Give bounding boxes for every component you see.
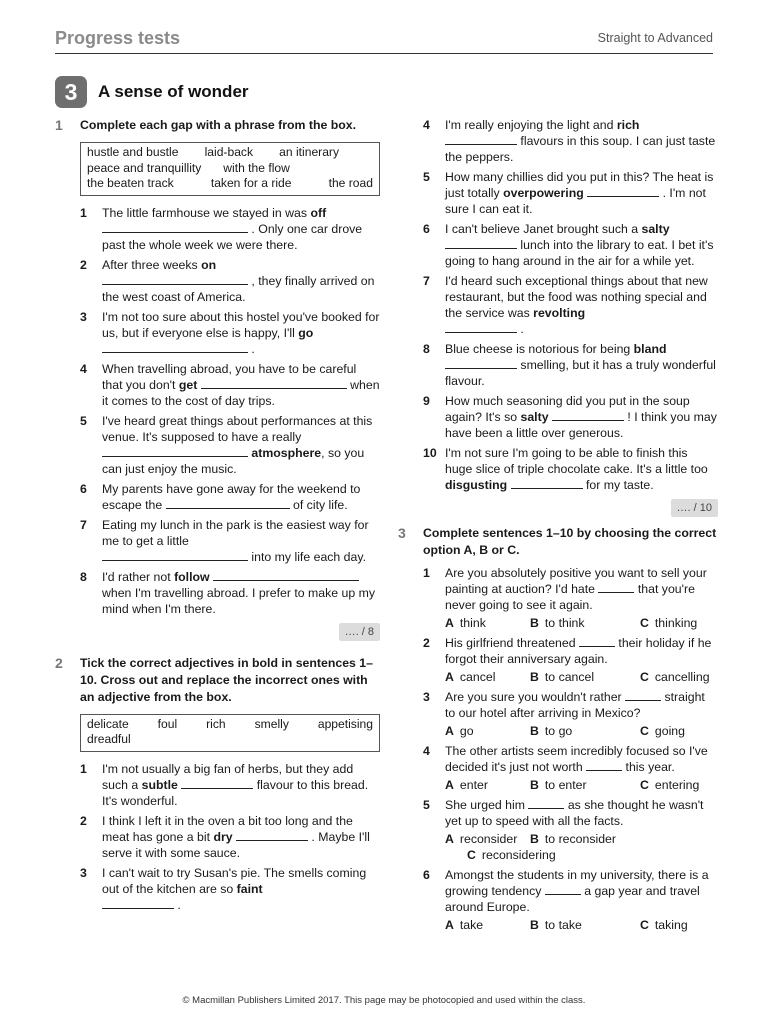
exercise-instruction: Complete each gap with a phrase from the box. <box>80 118 357 132</box>
question-number: 4 <box>80 361 87 376</box>
adjective: dreadful <box>87 732 131 746</box>
question-number: 7 <box>80 517 87 532</box>
answer-gap[interactable] <box>102 445 248 457</box>
question-text: I'd rather not follow when I'm travelling abroad. I prefer to make up my mind when I'm there. <box>102 569 376 616</box>
question-item <box>398 867 718 933</box>
phrase: taken for a ride <box>210 176 292 190</box>
option-a[interactable]: A cancel <box>445 670 496 684</box>
answer-options <box>445 917 718 933</box>
answer-gap[interactable] <box>181 777 253 789</box>
phrase-box-row <box>87 176 373 192</box>
phrase-box <box>80 142 380 196</box>
option-c[interactable]: C entering <box>640 778 700 792</box>
question-item <box>398 117 718 165</box>
phrase: hustle and bustle <box>87 145 179 159</box>
question-number: 10 <box>423 446 437 460</box>
answer-gap[interactable] <box>598 581 634 593</box>
phrase: an itinerary <box>279 145 339 159</box>
right-column <box>398 117 718 933</box>
phrase-box-row <box>87 161 373 177</box>
question-number: 1 <box>80 761 87 776</box>
answer-gap[interactable] <box>625 689 661 701</box>
answer-gap[interactable] <box>586 759 622 771</box>
exercise-3-heading <box>398 525 718 559</box>
answer-gap[interactable] <box>579 635 615 647</box>
exercise-number: 1 <box>55 117 63 133</box>
question-text: The other artists seem incredibly focused so I've decided it's just not worth this year. A enter B to enter C entering <box>445 743 718 793</box>
question-number: 8 <box>423 342 430 356</box>
exercise-number: 2 <box>55 654 63 671</box>
question-text: Eating my lunch in the park is the easiest way for me to get a little into my life each day. <box>102 517 369 564</box>
adjective: delicate <box>87 716 129 731</box>
phrase: the beaten track <box>87 176 174 190</box>
phrase-box-row <box>87 145 373 161</box>
answer-gap[interactable] <box>102 221 248 233</box>
answer-gap[interactable] <box>445 237 517 249</box>
answer-gap[interactable] <box>102 273 248 285</box>
question-item <box>55 481 380 513</box>
question-text: How much seasoning did you put in the soup again? It's so salty ! I think you may have been a little over generous. <box>445 394 717 440</box>
left-column <box>55 117 380 913</box>
answer-options <box>445 831 718 847</box>
unit-heading <box>55 76 249 108</box>
question-item <box>55 413 380 477</box>
question-item <box>398 635 718 685</box>
question-text: The little farmhouse we stayed in was off . Only one car drove past the whole week we were there. <box>102 205 363 252</box>
score-badge-1: …. / 8 <box>55 623 380 641</box>
copyright-footer: © Macmillan Publishers Limited 2017. This page may be photocopied and used within the class. <box>182 995 586 1006</box>
question-item <box>55 309 380 357</box>
option-c[interactable]: C going <box>640 724 685 738</box>
adjective: appetising <box>317 716 373 731</box>
answer-gap[interactable] <box>528 797 564 809</box>
question-text: How many chillies did you put in this? The heat is just totally overpowering . I'm not sure I can eat it. <box>445 170 714 216</box>
question-text: When travelling abroad, you have to be careful that you don't get when it comes to the cost of day trips. <box>102 361 380 408</box>
phrase: with the flow <box>223 160 290 175</box>
question-item <box>55 813 380 861</box>
question-number: 3 <box>423 690 430 704</box>
answer-gap[interactable] <box>166 497 290 509</box>
question-number: 6 <box>80 481 87 496</box>
exercise-1-heading <box>55 117 380 134</box>
option-a[interactable]: A go <box>445 724 474 738</box>
question-number: 9 <box>423 394 430 408</box>
exercise-number: 3 <box>398 525 406 541</box>
question-number: 3 <box>80 309 87 324</box>
course-title: Straight to Advanced <box>597 31 713 45</box>
question-number: 1 <box>423 566 430 580</box>
question-text: I'm not sure I'm going to be able to finish this huge slice of triple chocolate cake. It's a little too disgusting for my taste. <box>445 446 708 492</box>
adjective: rich <box>206 716 226 731</box>
question-item <box>398 341 718 389</box>
option-b[interactable]: B to take <box>530 918 582 932</box>
question-text: Blue cheese is notorious for being bland smelling, but it has a truly wonderful flavour. <box>445 342 716 388</box>
answer-gap[interactable] <box>236 829 308 841</box>
question-item <box>55 569 380 617</box>
page-header <box>55 24 713 54</box>
question-number: 6 <box>423 222 430 236</box>
score-badge-2: …. / 10 <box>398 499 718 517</box>
question-text: Are you absolutely positive you want to sell your painting at auction? I'd hate that you're never going to see it again. A think B to think C thinking <box>445 565 718 631</box>
question-item <box>398 221 718 269</box>
question-number: 8 <box>80 569 87 584</box>
option-a[interactable]: A take <box>445 918 484 932</box>
adjective-box-row <box>87 717 373 733</box>
answer-gap[interactable] <box>445 321 517 333</box>
answer-gap[interactable] <box>511 477 583 489</box>
option-b[interactable]: B to cancel <box>530 670 595 684</box>
adjective-box-row <box>87 732 373 748</box>
question-text: I can't believe Janet brought such a salty lunch into the library to eat. I bet it's going to hang around in the air for a while yet. <box>445 222 714 268</box>
question-item <box>398 689 718 739</box>
question-number: 2 <box>80 813 87 828</box>
question-text: I'm not usually a big fan of herbs, but they add such a subtle flavour to this bread. It's wonderful. <box>102 761 369 808</box>
answer-gap[interactable] <box>102 897 174 909</box>
question-item <box>55 517 380 565</box>
option-c[interactable]: C taking <box>640 918 688 932</box>
question-number: 5 <box>423 170 430 184</box>
answer-gap[interactable] <box>552 409 624 421</box>
answer-gap[interactable] <box>445 133 517 145</box>
option-b[interactable]: B to think <box>530 616 585 630</box>
question-item <box>55 761 380 809</box>
unit-title: A sense of wonder <box>98 82 249 101</box>
question-text: His girlfriend threatened their holiday if he forgot their anniversary again. A cancel B to cancel C cancelling <box>445 635 718 685</box>
option-c[interactable]: C cancelling <box>640 670 710 684</box>
question-text: I'm really enjoying the light and rich flavours in this soup. I can just taste the peppers. <box>445 118 716 164</box>
question-text: I'm not too sure about this hostel you've booked for us, but if everyone else is happy, I'll go . <box>102 309 380 356</box>
option-c[interactable]: C thinking <box>640 616 698 630</box>
adjective: foul <box>157 716 178 731</box>
answer-gap[interactable] <box>587 185 659 197</box>
option-a[interactable]: A think <box>445 616 486 630</box>
question-item <box>398 743 718 793</box>
question-number: 1 <box>80 205 87 220</box>
answer-options <box>445 615 718 631</box>
unit-number-badge: 3 <box>55 76 87 108</box>
answer-options <box>445 669 718 685</box>
adjective: smelly <box>254 716 289 731</box>
answer-gap[interactable] <box>545 883 581 895</box>
adjective-box <box>80 714 380 752</box>
phrase: laid-back <box>204 145 254 159</box>
option-b[interactable]: B to enter <box>530 778 587 792</box>
answer-gap[interactable] <box>102 549 248 561</box>
question-text: I think I left it in the oven a bit too long and the meat has gone a bit dry . Maybe I'll serve it with some sauce. <box>102 813 370 860</box>
question-number: 4 <box>423 744 430 758</box>
question-item <box>55 205 380 253</box>
question-number: 2 <box>423 636 430 650</box>
question-number: 7 <box>423 274 430 288</box>
question-item <box>398 169 718 217</box>
question-item <box>55 361 380 409</box>
answer-gap[interactable] <box>201 377 347 389</box>
question-number: 2 <box>80 257 87 272</box>
answer-options <box>445 723 718 739</box>
question-item <box>398 797 718 863</box>
option-c[interactable]: C reconsidering <box>467 848 556 862</box>
option-b[interactable]: B to reconsider <box>530 832 616 846</box>
question-item <box>398 565 718 631</box>
answer-options <box>445 847 718 863</box>
answer-gap[interactable] <box>445 357 517 369</box>
question-item <box>55 865 380 913</box>
question-number: 5 <box>80 413 87 428</box>
section-title: Progress tests <box>55 28 181 48</box>
question-item <box>398 445 718 493</box>
answer-options <box>445 777 718 793</box>
answer-gap[interactable] <box>213 569 359 581</box>
question-text: My parents have gone away for the weekend to escape the of city life. <box>102 481 361 512</box>
phrase: peace and tranquillity <box>87 160 202 175</box>
option-a[interactable]: A reconsider <box>445 832 518 846</box>
question-text: I'd heard such exceptional things about that new restaurant, but the food was nothing special and the service was revolting . <box>445 274 708 336</box>
exercise-2-heading <box>55 655 380 706</box>
question-number: 4 <box>423 118 430 132</box>
answer-gap[interactable] <box>102 341 248 353</box>
question-number: 3 <box>80 865 87 880</box>
exercise-instruction: Complete sentences 1–10 by choosing the correct option A, B or C. <box>423 526 717 557</box>
question-number: 5 <box>423 798 430 812</box>
question-item <box>55 257 380 305</box>
question-item <box>398 273 718 337</box>
option-a[interactable]: A enter <box>445 778 488 792</box>
question-text: After three weeks on , they finally arrived on the west coast of America. <box>102 257 375 304</box>
question-number: 6 <box>423 868 430 882</box>
phrase: the road <box>328 176 373 190</box>
question-text: I've heard great things about performances at this venue. It's supposed to have a really atmosphere, so you can just enjoy the music. <box>102 413 373 476</box>
question-text: Amongst the students in my university, there is a growing tendency a gap year and travel around Europe. A take B to take C taking <box>445 867 718 933</box>
option-b[interactable]: B to go <box>530 724 573 738</box>
question-item <box>398 393 718 441</box>
question-text: I can't wait to try Susan's pie. The smells coming out of the kitchen are so faint . <box>102 865 367 912</box>
question-text: She urged him as she thought he wasn't yet up to speed with all the facts. A reconsider B to reconsider C reconsidering <box>445 797 718 863</box>
question-text: Are you sure you wouldn't rather straight to our hotel after arriving in Mexico? A go B to go C going <box>445 689 718 739</box>
exercise-instruction: Tick the correct adjectives in bold in sentences 1–10. Cross out and replace the incorrect ones with an adjective from the box. <box>80 655 373 704</box>
